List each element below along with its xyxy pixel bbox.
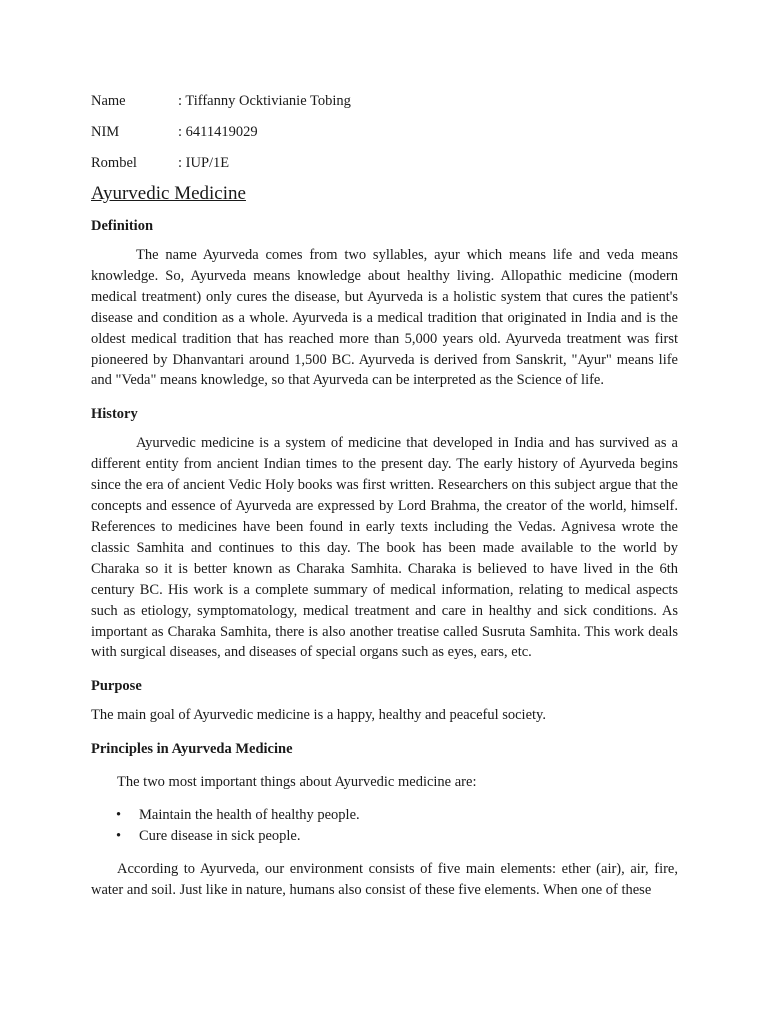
bullet-icon: • (116, 828, 122, 845)
history-paragraph: Ayurvedic medicine is a system of medicine that developed in India and has survived as a different entity from ancient Indian times to the present day. The early history of Ayurveda begins since the era of ancient Vedic Holy books was first written. Researchers on this subject argue that the concepts and essence of Ayurveda are expressed by Lord Brahma, the creator of the world, himself. References to medicines have been found in early texts including the Vedas. Agnivesa wrote the classic Samhita and continues to this day. The book has been made available to the world by Charaka so it is better known as Charaka Samhita. Charaka is believed to have lived in the 6th century BC. His work is a complete summary of medical information, relating to medical aspects such as etiology, symptomatology, medical treatment and care in healthy and sick conditions. As important as Charaka Samhita, there is also another treatise called Susruta Samhita. This work deals with surgical diseases, and diseases of special organs such as eyes, ears, etc. (91, 435, 678, 661)
name-value: : Tiffanny Ocktivianie Tobing (178, 89, 351, 120)
document-title: Ayurvedic Medicine (91, 183, 246, 204)
nim-row (91, 120, 678, 151)
bullet-icon: • (116, 807, 122, 824)
purpose-heading: Purpose (91, 678, 142, 695)
rombel-row (91, 151, 678, 182)
nim-label: NIM (91, 124, 120, 140)
definition-paragraph: The name Ayurveda comes from two syllables, ayur which means life and veda means knowledge. So, Ayurveda means knowledge about healthy living. Allopathic medicine (modern medical treatment) only cures the disease, but Ayurveda is a holistic system that cures the patient's disease and condition as a whole. Ayurveda is a medical tradition that originated in India and is the oldest medical tradition that has reached more than 5,000 years old. Ayurveda treatment was first pioneered by Dhanvantari around 1,500 BC. Ayurveda is derived from Sanskrit, "Ayur" means life and "Veda" means knowledge, so that Ayurveda can be interpreted as the Science of life. (91, 247, 678, 389)
rombel-label: Rombel (91, 155, 137, 171)
list-item (91, 805, 678, 826)
principles-list (91, 805, 678, 847)
principles-heading: Principles in Ayurveda Medicine (91, 741, 293, 758)
definition-heading: Definition (91, 218, 154, 234)
nim-value: : 6411419029 (178, 120, 258, 151)
principles-intro: The two most important things about Ayurvedic medicine are: (117, 774, 477, 791)
rombel-value: : IUP/1E (178, 151, 229, 182)
list-item-text: Maintain the health of healthy people. (139, 807, 360, 824)
principles-closing-paragraph: According to Ayurveda, our environment consists of five main elements: ether (air), air, fire, water and soil. Just like in nature, humans also consist of these five elements. When one of these (91, 861, 678, 899)
name-label: Name (91, 93, 126, 109)
history-heading: History (91, 406, 138, 423)
list-item-text: Cure disease in sick people. (139, 828, 301, 845)
document-page (91, 89, 678, 901)
list-item (91, 826, 678, 847)
purpose-paragraph: The main goal of Ayurvedic medicine is a happy, healthy and peaceful society. (91, 707, 546, 724)
name-row (91, 89, 678, 120)
